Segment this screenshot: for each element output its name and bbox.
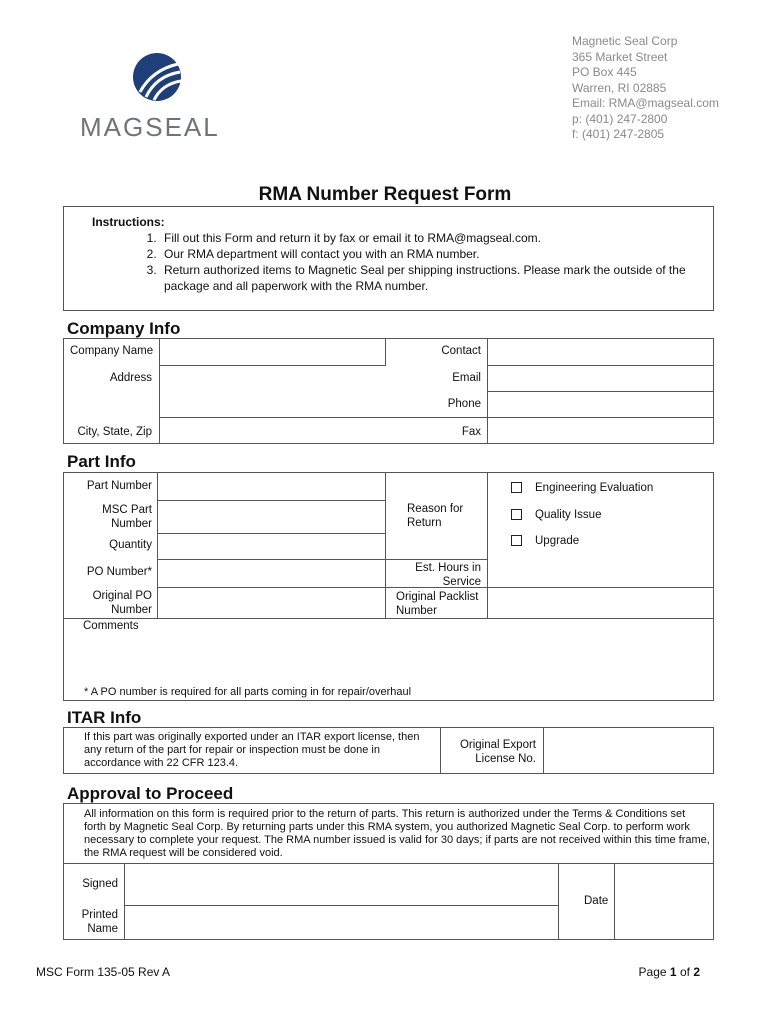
est-hours-field[interactable]: [488, 560, 714, 587]
page-number: [600, 965, 700, 979]
msc-part-number-label: MSC Part Number: [102, 504, 152, 530]
contact-field[interactable]: [488, 339, 714, 365]
city-state-zip-label: City, State, Zip: [77, 426, 152, 438]
part-number-label: Part Number: [86, 480, 152, 492]
page-current: 1: [669, 965, 677, 979]
phone-label: Phone: [447, 398, 481, 410]
quality-issue-label: Quality Issue: [535, 509, 602, 521]
fax-field[interactable]: [488, 418, 714, 444]
quality-issue-checkbox[interactable]: [511, 509, 522, 520]
signed-label: Signed: [82, 878, 118, 890]
address-field[interactable]: [160, 366, 487, 417]
printed-name-field[interactable]: [125, 906, 558, 940]
company-address: [572, 34, 719, 143]
original-po-number-field[interactable]: [158, 588, 385, 618]
itar-text: If this part was originally exported under an ITAR export license, then any return of the part for repair or inspection must be done in accordance with 22 CFR 123.4.: [84, 731, 420, 769]
email-field[interactable]: [488, 366, 714, 391]
phone-field[interactable]: [488, 392, 714, 417]
date-field[interactable]: [615, 864, 714, 940]
address-label: Address: [109, 372, 152, 384]
fax-label: Fax: [461, 426, 481, 438]
engineering-evaluation-checkbox[interactable]: [511, 482, 522, 493]
address-line: Warren, RI 02885: [572, 80, 667, 95]
address-line: 365 Market Street: [572, 49, 668, 64]
contact-label: Contact: [441, 345, 481, 357]
date-label: Date: [584, 895, 609, 907]
original-po-number-label: Original PO Number: [92, 590, 152, 616]
instruction-item: 2. Our RMA department will contact you with an RMA number.: [160, 246, 713, 262]
po-required-note: * A PO number is required for all parts coming in for repair/overhaul: [84, 686, 412, 698]
company-name-field[interactable]: [160, 339, 385, 365]
part-number-field[interactable]: [158, 473, 385, 500]
original-packlist-field[interactable]: [488, 588, 714, 618]
upgrade-label: Upgrade: [535, 535, 580, 547]
comments-field[interactable]: [64, 636, 713, 686]
email-label: Email: [452, 372, 481, 384]
part-info-title: Part Info: [67, 452, 136, 471]
form-id: MSC Form 135-05 Rev A: [36, 965, 171, 979]
approval-text: All information on this form is required prior to the return of parts. This return is authorized under the Terms & Conditions set forth by Magnetic Seal Corp. By returning parts under this RMA system, you authorized Magnetic Seal Corp. to perform work necessary to complete your request. The RMA number issued is valid for 30 days; if parts are not received within this time frame, the RMA request will be considered void.: [84, 808, 710, 859]
msc-part-number-field[interactable]: [158, 501, 385, 533]
po-number-label: PO Number*: [86, 566, 152, 578]
original-packlist-label: Original Packlist Number: [396, 591, 479, 617]
itar-info-title: ITAR Info: [67, 708, 142, 727]
form-title: RMA Number Request Form: [258, 184, 512, 205]
city-state-zip-field[interactable]: [160, 418, 487, 444]
page-of: of: [679, 965, 690, 979]
address-line: Magnetic Seal Corp: [572, 34, 678, 48]
instructions-box: [63, 206, 714, 311]
address-line: Email: RMA@magseal.com: [572, 96, 719, 110]
instructions-heading: Instructions:: [92, 215, 165, 229]
printed-name-label: Printed Name: [81, 909, 118, 935]
company-logo: [80, 52, 242, 142]
instruction-item: 1. Fill out this Form and return it by fax or email it to RMA@magseal.com.: [160, 230, 713, 246]
comments-label: Comments: [83, 620, 139, 632]
quantity-label: Quantity: [109, 539, 152, 551]
address-line: p: (401) 247-2800: [572, 111, 668, 126]
est-hours-label: Est. Hours in Service: [415, 562, 481, 588]
page-prefix: Page: [638, 965, 667, 979]
instruction-item: 3. Return authorized items to Magnetic Seal per shipping instructions. Please mark the outside of the package and all paperwork with the RMA number.: [160, 262, 713, 294]
address-line: PO Box 445: [572, 65, 637, 79]
logo-wordmark: MAGSEAL: [80, 112, 220, 142]
magseal-globe-icon: [132, 52, 182, 102]
engineering-evaluation-label: Engineering Evaluation: [535, 482, 654, 494]
company-name-label: Company Name: [70, 345, 154, 357]
page-total: 2: [693, 965, 700, 979]
signature-field[interactable]: [125, 864, 558, 905]
address-line: f: (401) 247-2805: [572, 127, 665, 141]
approval-title: Approval to Proceed: [67, 784, 234, 803]
po-number-field[interactable]: [158, 560, 385, 587]
export-license-label: Original Export License No.: [459, 739, 536, 765]
company-info-title: Company Info: [67, 319, 181, 338]
upgrade-checkbox[interactable]: [511, 535, 522, 546]
export-license-field[interactable]: [544, 728, 714, 774]
reason-for-return-label: Reason for Return: [407, 503, 464, 529]
quantity-field[interactable]: [158, 534, 385, 559]
